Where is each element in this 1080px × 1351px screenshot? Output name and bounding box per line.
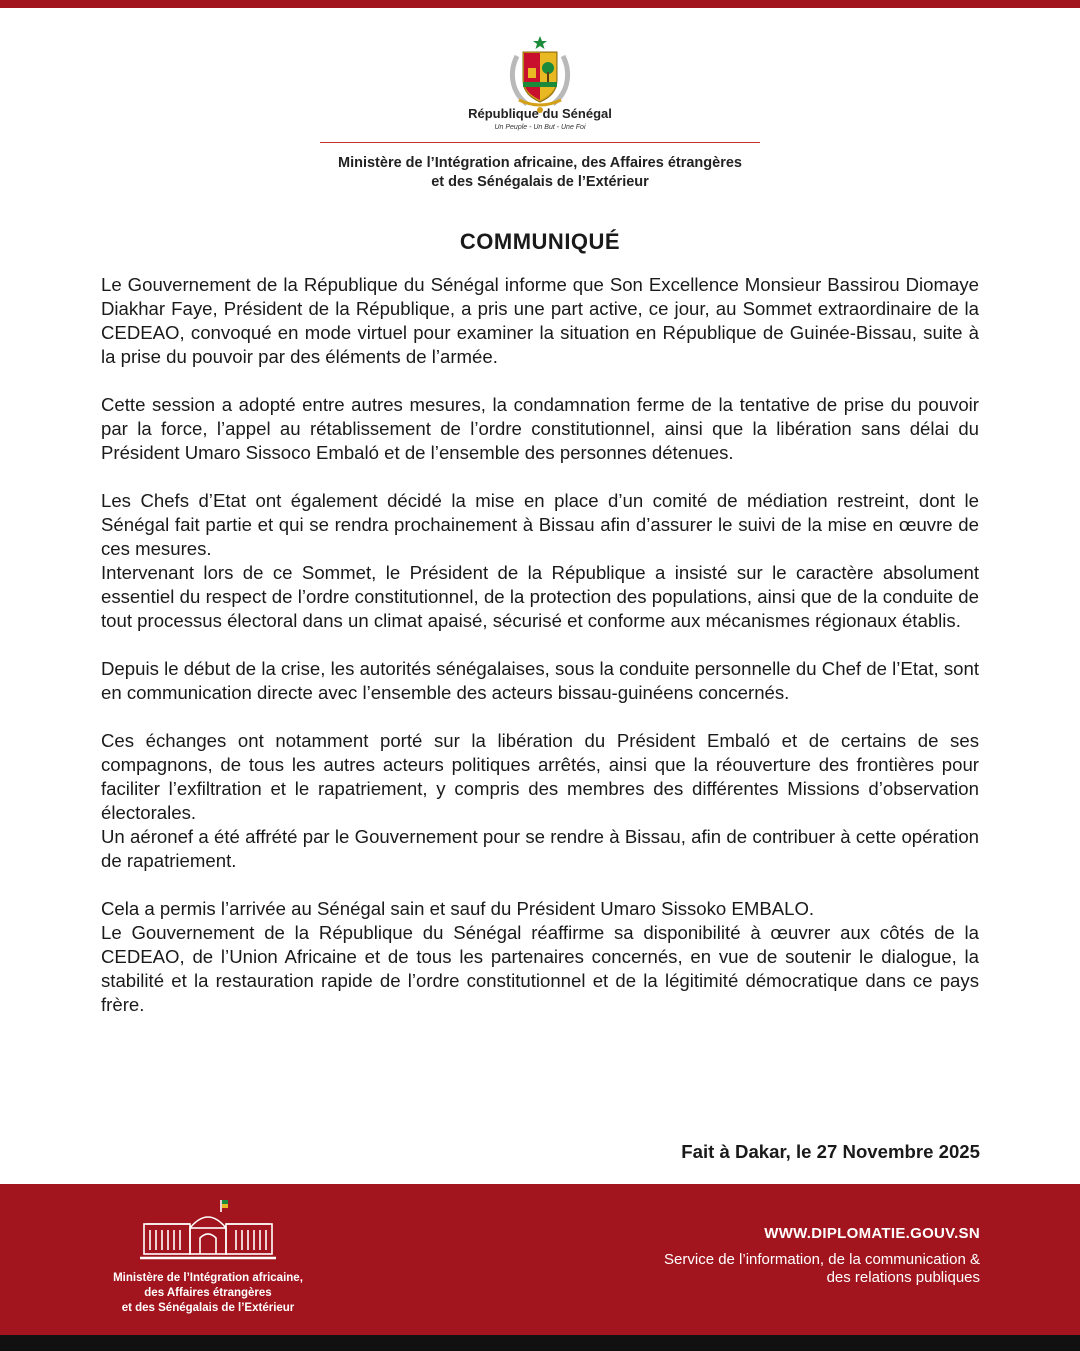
paragraph-6: Ces échanges ont notamment porté sur la libération du Président Embaló et de certains de ses compagnons, de tous les autres acteurs politiques arrêtés, ainsi que la réouverture des frontières pour faciliter l’exfiltration et le rapatriement, y compris des membres des différentes Missions d’observation électorales. [101,730,979,823]
ministry-header [0,154,1080,192]
paragraph-8: Cela a permis l’arrivée au Sénégal sain et sauf du Président Umaro Sissoko EMBALO. [101,898,815,919]
document-title: COMMUNIQUÉ [459,229,621,254]
coat-of-arms-icon [505,34,575,114]
footer-ministry-line-2: des Affaires étrangères [144,1287,272,1299]
ministry-line-1: Ministère de l’Intégration africaine, des Affaires étrangères [338,155,742,171]
paragraph-7: Un aéronef a été affrété par le Gouvernement pour se rendre à Bissau, afin de contribuer à cette opération de rapatriement. [101,826,979,871]
republic-name: République du Sénégal [468,106,612,121]
service-name [580,1251,980,1287]
ministry-line-2: et des Sénégalais de l’Extérieur [431,174,649,190]
paragraph-2: Cette session a adopté entre autres mesures, la condamnation ferme de la tentative de prise du pouvoir par la force, l’appel au rétablissement de l’ordre constitutionnel, ainsi que la libération sans délai du Président Umaro Sissoco Embaló et de l’ensemble des personnes détenues. [101,394,979,463]
service-line-2: des relations publiques [826,1269,980,1286]
footer [0,1184,1080,1335]
bottom-bar [0,1335,1080,1351]
service-line-1: Service de l’information, de la communication & [664,1251,980,1268]
paragraph-5: Depuis le début de la crise, les autorités sénégalaises, sous la conduite personnelle du Chef de l’Etat, sont en communication directe avec l’ensemble des acteurs bissau-guinéens concernés. [101,658,979,703]
footer-ministry-line-3: et des Sénégalais de l’Extérieur [121,1302,295,1314]
paragraph-9: Le Gouvernement de la République du Sénégal réaffirme sa disponibilité à œuvrer aux côtés de la CEDEAO, de l’Union Africaine et de tous les partenaires concernés, en vue de soutenir le dialogue, la stabilité et la restauration rapide de l’ordre constitutionnel et de la légitimité démocratique dans ce pays frère. [101,922,979,1015]
communique-page [0,8,1080,1184]
paragraph-4: Intervenant lors de ce Sommet, le Président de la République a insisté sur le caractère absolument essentiel du respect de l’ordre constitutionnel, de la protection des populations, ainsi que de la conduite de tout processus électoral dans un climat apaisé, sécurisé et conforme aux mécanismes régionaux établis. [101,562,979,631]
ministry-building-icon [138,1198,278,1262]
top-accent-bar [0,0,1080,8]
communique-body [101,273,979,1017]
footer-ministry-line-1: Ministère de l’Intégration africaine, [113,1272,303,1284]
paragraph-1: Le Gouvernement de la République du Sénégal informe que Son Excellence Monsieur Bassirou Diomaye Diakhar Faye, Président de la République, a pris une part active, ce jour, au Sommet extraordinaire de la CEDEAO, convoqué en mode virtuel pour examiner la situation en République de Guinée-Bissau, suite à la prise du pouvoir par des éléments de l’armée. [101,274,979,367]
paragraph-3: Les Chefs d’Etat ont également décidé la mise en place d’un comité de médiation restreint, dont le Sénégal fait partie et qui se rendra prochainement à Bissau afin d’assurer le suivi de la mise en œuvre de ces mesures. [101,490,979,559]
website-link[interactable]: WWW.DIPLOMATIE.GOUV.SN [764,1225,980,1242]
national-motto: Un Peuple - Un But - Une Foi [494,124,586,131]
place-and-date: Fait à Dakar, le 27 Novembre 2025 [681,1141,980,1162]
header-divider [320,142,760,143]
footer-ministry-name [88,1271,328,1316]
